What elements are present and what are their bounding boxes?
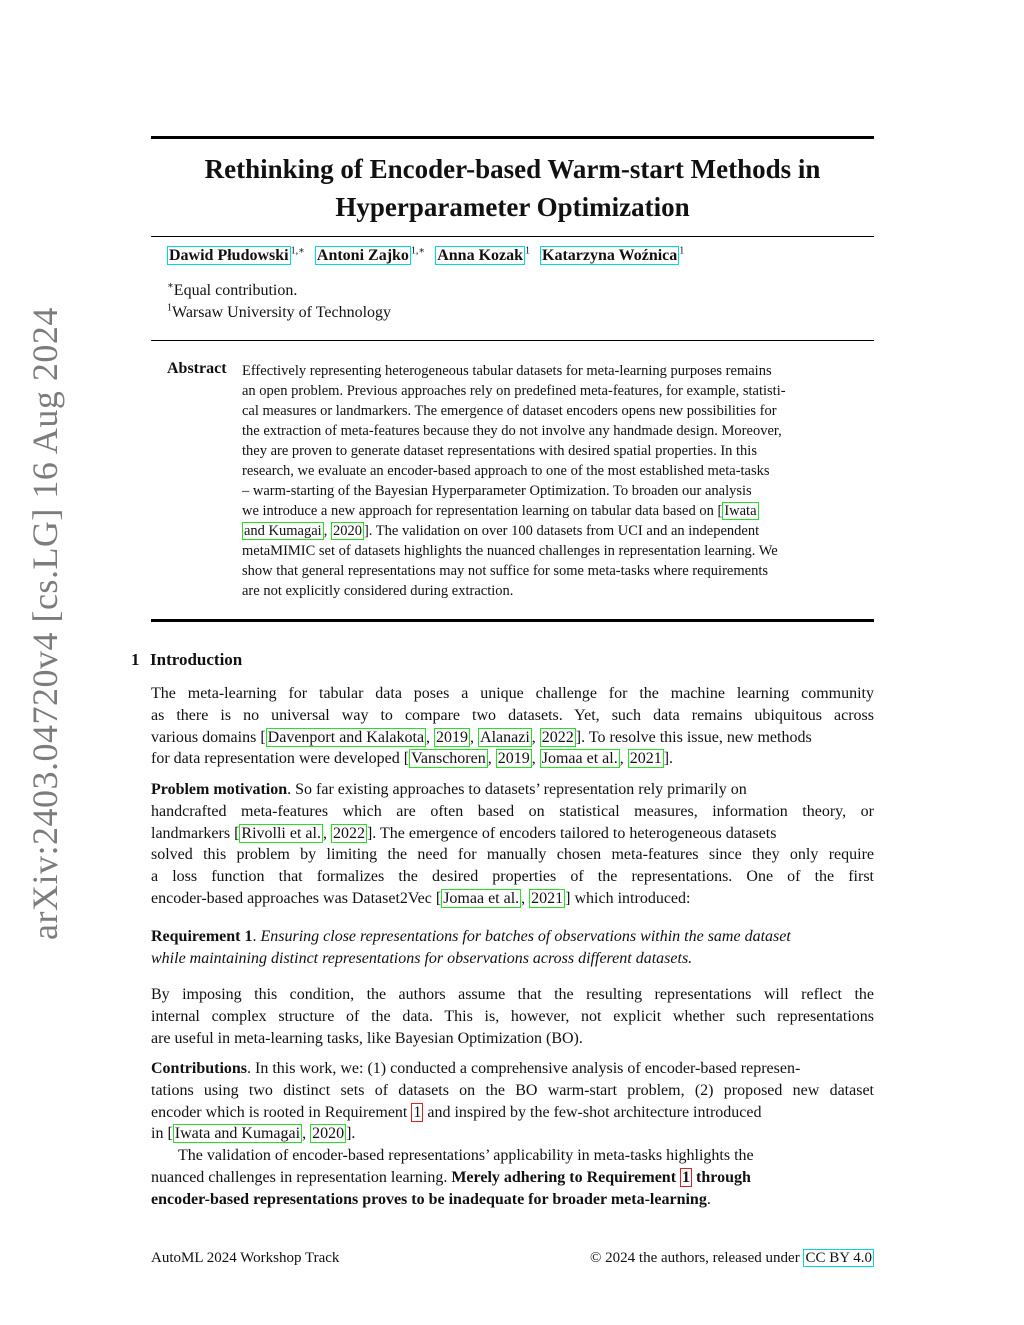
author-affil-mark: 1,∗ [410,245,426,257]
author-affil-mark: 1,∗ [290,245,305,257]
citation-link[interactable]: 2020 [312,1125,345,1143]
citation-link[interactable]: Iwata and Kumagai [174,1125,301,1143]
abstract-label: Abstract [167,360,227,377]
contributions-paragraph: Contributions. In this work, we: (1) conducted a comprehensive analysis of encoder-based represen- tations using two distinct sets of datasets on the BO warm-start problem, (2) proposed new dataset encoder which is rooted in Requirement 1 and inspired by the few-shot architecture introduced in [ Iwata and Kumagai , 2020 ]. [151,1060,874,1143]
citation-link[interactable]: Jomaa et al. [443,889,520,907]
citation-link[interactable]: Jomaa et al. [541,750,618,768]
top-rule [151,136,874,139]
intro-paragraph-1: The meta-learning for tabular data poses a unique challenge for the machine learning community as there is no universal way to compare two datasets. Yet, such data remains ubiquitous across various domains [ Davenport and Kalakota , 2019 , Alanazi , 2022 ]. To resolve this issue, new methods for data representation were developed [ Vanschoren , 2019 , Jomaa et al. , 2021 ]. [151,685,874,768]
citation-link[interactable]: 2019 [497,750,530,768]
intro-paragraph-3: The validation of encoder-based representations’ applicability in meta-tasks highlights the nuanced challenges in representation learning. Merely adhering to Requirement 1 through encoder-based representations proves to be inadequate for broader meta-learning. [151,1147,754,1208]
author-link[interactable]: Anna Kozak [437,247,524,264]
footer-venue: AutoML 2024 Workshop Track [151,1250,340,1266]
problem-motivation-paragraph: Problem motivation. So far existing approaches to datasets’ representation rely primarily on handcrafted meta-features which are often based on statistical measures, information theory, or landmarkers [ Rivolli et al. , 2022 ]. The emergence of encoders tailored to heterogeneous datasets solved this problem by limiting the need for manually chosen meta-features since they only require a loss function that formalizes the desired properties of the representations. One of the first encoder-based approaches was Dataset2Vec [ Jomaa et al. , 2021 ] which introduced: [151,781,874,907]
citation-link[interactable]: and Kumagai [244,523,322,539]
citation-link[interactable]: Davenport and Kalakota [267,728,425,746]
footer-license: © 2024 the authors, released under CC BY 4.0 [590,1250,872,1266]
arxiv-identifier[interactable]: arXiv:2403.04720v4 [cs.LG] 16 Aug 2024 [25,307,65,940]
abstract-body: Effectively representing heterogeneous tabular datasets for meta-learning purposes remains an open problem. Previous approaches rely on predefined meta-features, for example, statisti- cal measures or landmarkers. The emergence of dataset encoders opens new possibilities for the extraction of meta-features because they do not involve any handmade design. Moreover, they are proven to generate dataset representations with desired spatial properties. In this research, we evaluate an encoder-based approach to one of the most established meta-tasks – warm-starting of the Bayesian Hyperparameter Optimization. To broaden our analysis we introduce a new approach for representation learning on tabular data based on [ Iwata and Kumagai , 2020 ]. The validation on over 100 datasets from UCI and an independent metaMIMIC set of datasets highlights the nuanced challenges in representation learning. We show that general representations may not suffice for some meta-tasks where requirements are not explicitly considered during extraction. [242,363,786,599]
author-affil-mark: 1 [525,245,531,257]
author-2 [315,247,425,265]
requirement-ref-link[interactable]: 1 [682,1168,691,1186]
citation-link[interactable]: Iwata [724,503,757,519]
citation-link[interactable]: Rivolli et al. [241,824,321,842]
author-link[interactable]: Katarzyna Woźnica [542,247,678,264]
license-link[interactable]: CC BY 4.0 [805,1250,872,1266]
citation-link[interactable]: 2019 [436,728,469,746]
abstract-bottom-rule [151,619,874,622]
citation-link[interactable]: Vanschoren [411,750,486,768]
citation-link[interactable]: 2021 [531,889,564,907]
citation-link[interactable]: Alanazi [480,728,530,746]
intro-paragraph-2: By imposing this condition, the authors assume that the resulting representations will reflect the internal complex structure of the data. This is, however, not explicit whether such representations are useful in meta-learning tasks, like Bayesian Optimization (BO). [151,986,874,1047]
title-rule [151,236,874,237]
citation-link[interactable]: 2021 [629,750,662,768]
author-link[interactable]: Dawid Płudowski [169,247,289,264]
citation-link[interactable]: 2022 [332,824,365,842]
title-line-2: Hyperparameter Optimization [335,192,690,222]
citation-link[interactable]: 2020 [332,523,362,539]
citation-link[interactable]: 2022 [541,728,574,746]
author-3 [435,247,530,265]
equal-contribution-note: ∗Equal contribution. [167,280,298,299]
author-4 [540,247,684,265]
title-line-1: Rethinking of Encoder-based Warm-start Methods in [204,154,821,184]
author-list [167,247,690,265]
paper-title [151,150,874,226]
abstract-top-rule [151,340,874,341]
author-link[interactable]: Antoni Zajko [316,247,409,264]
affiliation: $^1$Warsaw University of Technology [167,302,392,321]
author-affil-mark: 1 [679,245,685,257]
author-1 [167,247,305,265]
section-heading-introduction: 1 Introduction [131,650,243,669]
requirement-ref-link[interactable]: 1 [413,1103,422,1121]
requirement-1: Requirement 1. Ensuring close representations for batches of observations within the same dataset while maintaining distinct representations for observations across different datasets. [151,928,791,967]
